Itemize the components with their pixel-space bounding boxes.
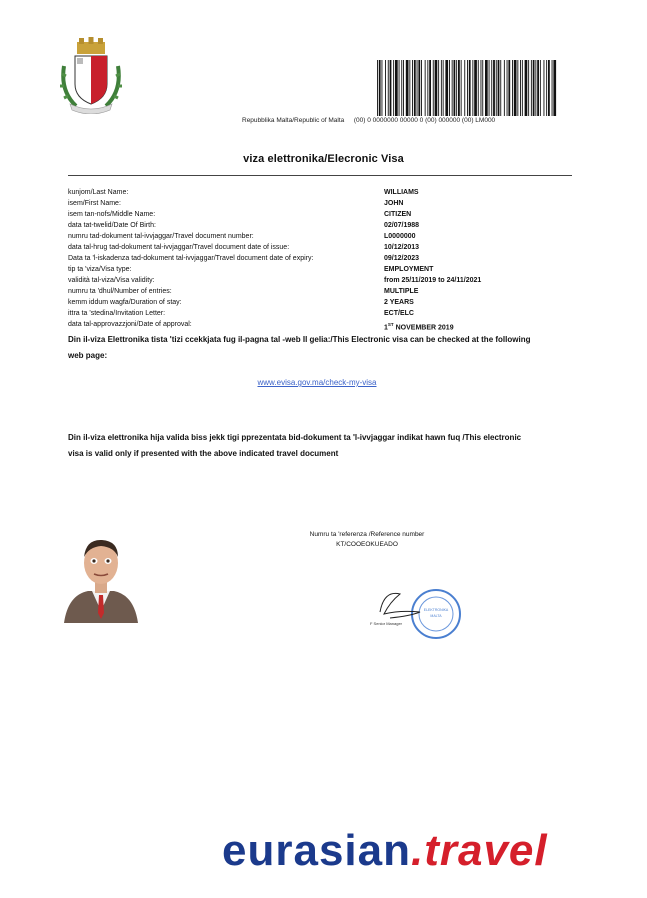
barcode-bar [546,60,547,116]
brand-part2: .travel [410,826,548,875]
barcode-bar [443,60,444,116]
field-row [68,297,588,308]
field-row [68,286,588,297]
stamp-text: ELEKTRONIKA [423,608,449,612]
brand-part1: eurasian [222,826,411,875]
barcode-bar [474,60,477,116]
barcode-bar [412,60,413,116]
barcode-bar [504,60,505,116]
field-value: from 25/11/2019 to 24/11/2021 [384,277,482,284]
barcode-bar [469,60,471,116]
title-divider [68,175,572,176]
barcode-bar [433,60,434,116]
brand-logo [222,826,548,876]
field-row [68,264,588,275]
barcode-bar [467,60,468,116]
barcode-bar [395,60,398,116]
field-row [68,209,588,220]
field-row [68,242,588,253]
field-label: data tal-hrug tad-dokument tal-ivvjaggar/Travel document date of issue: [68,244,290,251]
barcode-bar [418,60,420,116]
field-row [68,231,588,242]
barcode-bar [512,60,513,116]
field-label: isem tan-nofs/Middle Name: [68,211,156,218]
barcode-bar [540,60,541,116]
approval-day: 1 [384,324,388,332]
barcode-bar [544,60,545,116]
field-label: isem/First Name: [68,200,121,207]
field-value: WILLIAMS [384,189,419,196]
field-label: data tat-twelid/Date Of Birth: [68,222,156,229]
republic-label: Repubblika Malta/Republic of Malta [242,117,345,124]
field-label: kemm iddum wagfa/Duration of stay: [68,299,182,306]
malta-coat-of-arms-emblem [58,36,124,114]
barcode-bar [531,60,532,116]
field-label: validità tal-viza/Visa validity: [68,277,155,284]
republic-barcode-line [242,117,495,124]
field-label: tip ta 'viza/Visa type: [68,266,132,273]
barcode-bar [522,60,523,116]
barcode-bar [406,60,409,116]
document-title: viza elettronika/Elecronic Visa [243,153,404,165]
barcode-bar [445,60,448,116]
barcode-bar [553,60,556,116]
check-note: Din il-viza Elettronika tista 'tizi ccekkjata fug il-pagna tal -web Il gelia:/This Electronic visa can be checked at the following web page: [68,335,531,360]
field-row [68,275,588,286]
barcode-bar [493,60,495,116]
svg-text:MALTA: MALTA [430,614,442,618]
field-label: kunjom/Last Name: [68,189,129,196]
barcode-bar [482,60,483,116]
field-label: Data ta 'l-iskadenza tad-dokument tal-ivvjaggar/Travel document date of expiry: [68,255,314,262]
barcode-bar [537,60,539,116]
barcode-bar [454,60,456,116]
field-value: EMPLOYMENT [384,266,434,273]
barcode-bar [393,60,394,116]
field-row [68,187,588,198]
barcode-bar [491,60,492,116]
barcode-bar [517,60,518,116]
barcode-number: (00) 0 0000000 00000 0 (00) 000000 (00) LM000 [353,117,496,124]
barcode-bar [485,60,488,116]
barcode-bar [438,60,439,116]
barcode-bar [452,60,453,116]
reference-label: Numru ta 'referenza /Reference number [309,531,425,538]
field-label: ittra ta 'stedina/Invitation Letter: [68,310,166,317]
barcode-bar [427,60,428,116]
barcode-bar [535,60,536,116]
holder-photo [62,533,140,623]
barcode-bar [377,60,378,116]
barcode-bar [441,60,442,116]
barcode-bar [461,60,462,116]
barcode-bar [552,60,553,116]
barcode-bar [429,60,431,116]
barcode-bar [414,60,416,116]
approval-day-suffix: ST [387,322,394,327]
barcode-bar [489,60,490,116]
approval-month-year: NOVEMBER 2019 [393,324,454,332]
barcode-bar [496,60,497,116]
barcode-bar [498,60,500,116]
field-value: JOHN [384,200,404,207]
field-value: 02/07/1988 [384,222,420,229]
barcode-bar [508,60,510,116]
field-value: ECT/ELC [384,310,414,317]
barcode-bar [385,60,386,116]
barcode-bar [409,60,410,116]
barcode-bar [520,60,521,116]
barcode-bar [525,60,528,116]
barcode-bar [533,60,535,116]
field-value: 2 YEARS [384,299,414,306]
barcode-bar [399,60,400,116]
barcode-bar [478,60,479,116]
barcode-bar [382,60,383,116]
field-label: numru tad-dokument tal-ivvjaggar/Travel document number: [68,233,254,240]
barcode-bar [449,60,450,116]
barcode-bar [401,60,402,116]
barcode-bar [421,60,422,116]
barcode-bar [528,60,529,116]
field-value: MULTIPLE [384,288,419,295]
field-row [68,198,588,209]
field-value: L0000000 [384,233,416,240]
barcode-graphic [377,60,557,116]
barcode-bar [435,60,438,116]
reference-block [282,530,452,550]
field-value: 09/12/2023 [384,255,420,262]
barcode-bar [500,60,501,116]
validity-note: Din il-viza elettronika hija valida biss jekk tigi pprezentata bid-dokument ta 'l-ivvjaggar indikat hawn fuq /This electronic visa is valid only if presented with the above indicated travel document [68,433,522,458]
field-row [68,253,588,264]
barcode-bar [403,60,404,116]
field-value: CITIZEN [384,211,412,218]
field-row [68,319,588,330]
barcode-bar [481,60,482,116]
barcode-bar [417,60,418,116]
barcode-bar [548,60,550,116]
barcode-bar [458,60,460,116]
barcode-bar [456,60,457,116]
barcode-bar [472,60,473,116]
barcode-bar [388,60,389,116]
barcode-bar [507,60,508,116]
reference-number: KT/COOEOKUEADO [336,541,398,548]
signature-caption: F Senior Manager [370,621,403,626]
field-label: data tal-approvazzjoni/Date of approval: [68,321,192,328]
barcode-bar [464,60,465,116]
barcode-bar [379,60,381,116]
check-visa-link[interactable]: www.evisa.gov.ma/check-my-visa [257,378,377,387]
field-row [68,220,588,231]
field-row [68,308,588,319]
barcode-bar [390,60,392,116]
field-label: numru ta 'dhul/Number of entries: [68,288,172,295]
signature-and-stamp [370,584,466,648]
barcode-bar [514,60,517,116]
barcode-bar [425,60,426,116]
field-value: 10/12/2013 [384,244,420,251]
